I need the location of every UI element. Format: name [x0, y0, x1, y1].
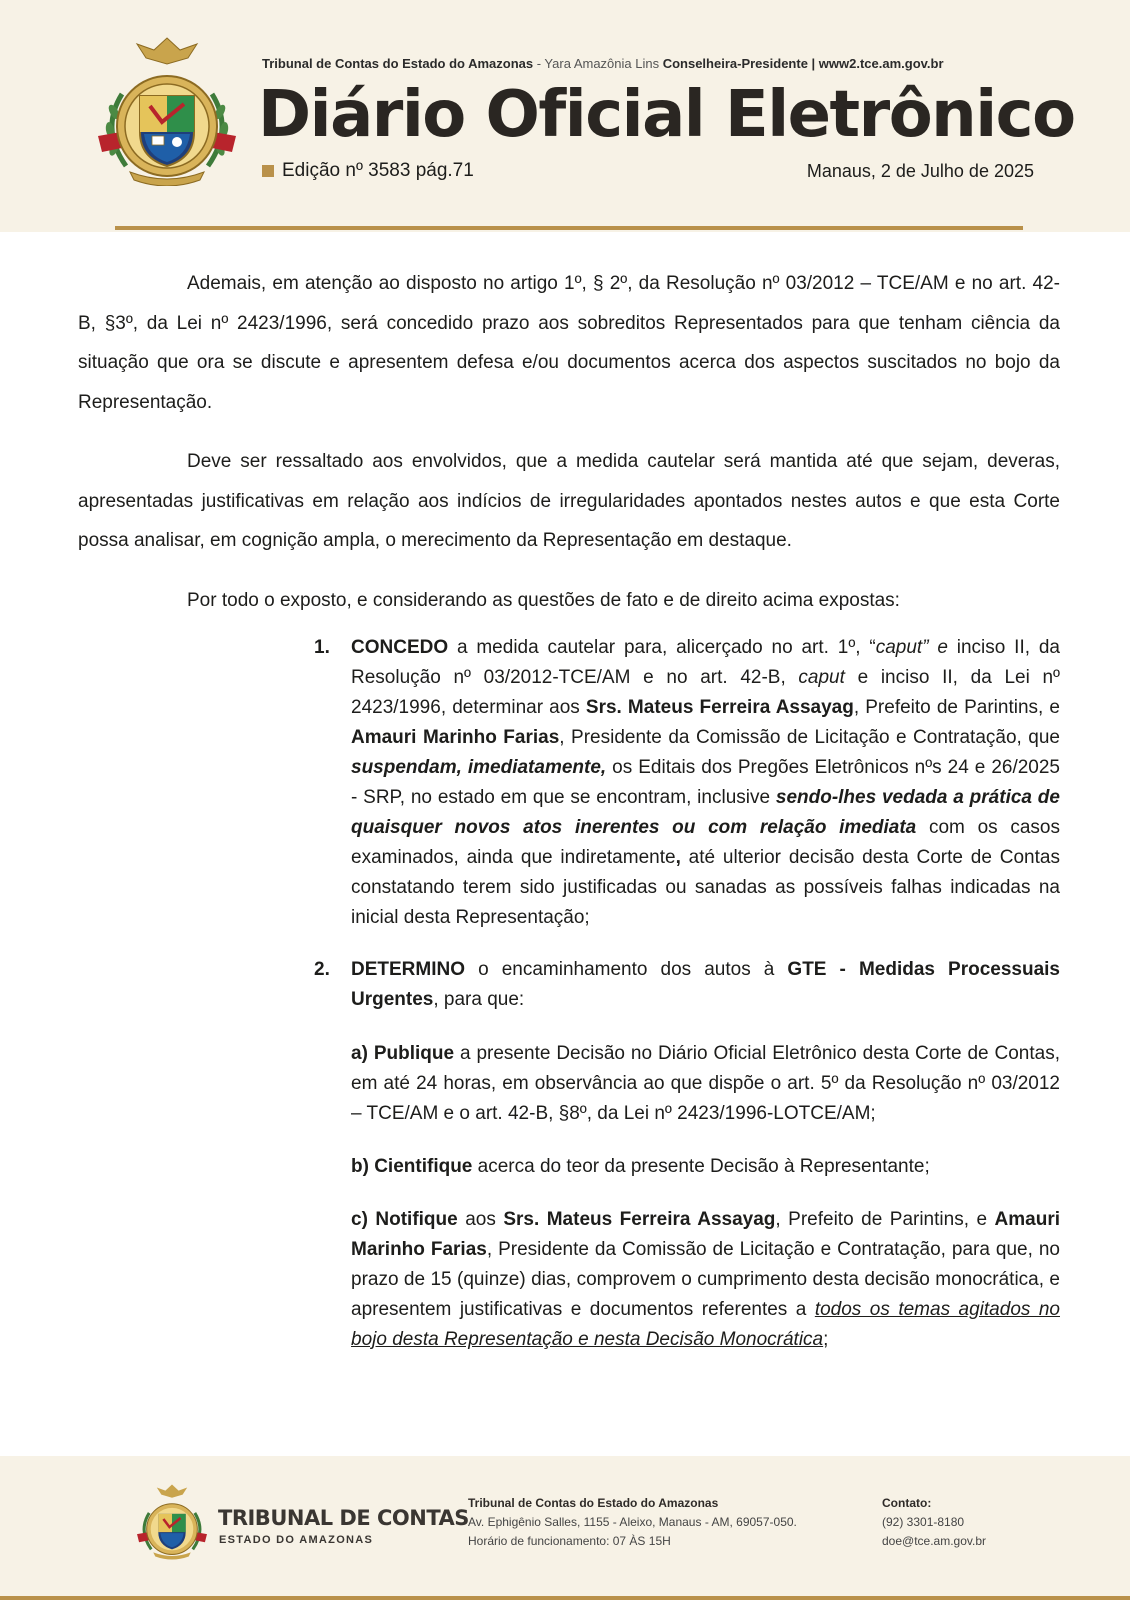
- footer-address-title: Tribunal de Contas do Estado do Amazonas: [468, 1496, 719, 1510]
- keyword-determino: DETERMINO: [351, 959, 465, 980]
- text-segment: ;: [823, 1329, 829, 1350]
- person-name: Amauri Marinho Farias: [351, 1209, 1060, 1260]
- text-segment: com os casos examinados, ainda que indiretamente: [351, 817, 1060, 868]
- text-segment: caput” e: [875, 637, 948, 658]
- footer-contact-block: [882, 1494, 986, 1551]
- footer-hours: Horário de funcionamento: 07 ÀS 15H: [468, 1534, 671, 1548]
- text-segment: a presente Decisão no Diário Oficial Eletrônico desta Corte de Contas, em até 24 horas, em observância ao que dispõe o art. 5º da Resolução nº 03/2012 – TCE/AM e o art. 42-B, §8º, da Lei nº 2423/1996-LOTCE/AM;: [351, 1043, 1060, 1124]
- institution-name: Tribunal de Contas do Estado do Amazonas: [262, 56, 534, 71]
- list-number-1: 1.: [314, 637, 330, 658]
- publication-date: Manaus, 2 de Julho de 2025: [806, 161, 1034, 181]
- text-segment: os Editais dos Pregões Eletrônicos nºs 24 e 26/2025 - SRP, no estado em que se encontram, inclusive: [351, 757, 1060, 808]
- page-content: [0, 232, 1130, 1456]
- page-header: [0, 0, 1130, 232]
- emphasis-text: suspendam, imediatamente,: [351, 757, 607, 778]
- text-segment: , para que:: [433, 989, 525, 1010]
- footer-contact-title: Contato:: [882, 1496, 932, 1510]
- keyword-cientifique: b) Cientifique: [351, 1156, 473, 1177]
- president-role-and-website: Conselheira-Presidente | www2.tce.am.gov.br: [662, 56, 944, 71]
- sub-item-publique: [351, 1039, 1060, 1129]
- paragraph-defense-deadline: Ademais, em atenção ao disposto no artigo 1º, § 2º, da Resolução nº 03/2012 – TCE/AM e no art. 42-B, §3º, da Lei nº 2423/1996, será concedido prazo aos sobreditos Representados para que tenham ciência da situação que ora se discute e apresentem defesa e/ou documentos acerca dos aspectos suscitados no bojo da Representação.: [78, 273, 1060, 413]
- text-segment: até ulterior decisão desta Corte de Contas constatando terem sido justificadas ou sanadas as possíveis falhas indicadas na inicial desta Representação;: [351, 847, 1060, 928]
- text-segment: , Presidente da Comissão de Licitação e Contratação, para que, no prazo de 15 (quinze) dias, comprovem o cumprimento desta decisão monocrática, e apresentem justificativas e documentos referentes a: [351, 1239, 1060, 1320]
- footer-contact-phone: (92) 3301-8180: [882, 1515, 965, 1529]
- keyword-publique: a) Publique: [351, 1043, 455, 1064]
- footer-address-line: Av. Ephigênio Salles, 1155 - Aleixo, Manaus - AM, 69057-050.: [468, 1515, 797, 1529]
- page-footer: [0, 1456, 1130, 1600]
- list-item-determino: [351, 955, 1060, 1015]
- gold-square-icon: [262, 165, 274, 177]
- paragraph-conclusion-intro: Por todo o exposto, e considerando as questões de fato e de direito acima expostas:: [187, 590, 900, 611]
- person-name: Srs. Mateus Ferreira Assayag: [503, 1209, 776, 1230]
- footer-address-block: [468, 1494, 797, 1551]
- tce-seal-logo: [92, 34, 242, 186]
- text-segment: a medida cautelar para, alicerçado no art. 1º, “: [448, 637, 876, 658]
- keyword-notifique: c) Notifique: [351, 1209, 458, 1230]
- person-name: Amauri Marinho Farias: [351, 727, 560, 748]
- publication-title: Diário Oficial Eletrônico: [258, 78, 1075, 152]
- text-segment: , Prefeito de Parintins, e: [775, 1209, 995, 1230]
- list-number-2: 2.: [314, 959, 330, 980]
- text-segment: ,: [675, 847, 681, 868]
- sub-item-notifique: [351, 1205, 1060, 1355]
- text-segment: , Presidente da Comissão de Licitação e Contratação, que: [559, 727, 1060, 748]
- header-divider: [115, 226, 1023, 230]
- text-segment: acerca do teor da presente Decisão à Representante;: [472, 1156, 930, 1177]
- president-name: - Yara Amazônia Lins: [533, 56, 663, 71]
- person-name: Srs. Mateus Ferreira Assayag: [585, 697, 854, 718]
- edition-info: [262, 160, 474, 182]
- list-item-concedo: [351, 633, 1060, 933]
- paragraph-precautionary-measure: Deve ser ressaltado aos envolvidos, que a medida cautelar será mantida até que sejam, deveras, apresentadas justificativas em relação aos indícios de irregularidades apontados nestes autos e que esta Corte possa analisar, em cognição ampla, o merecimento da Representação em destaque.: [78, 451, 1060, 551]
- text-segment: e inciso II, da Lei nº 2423/1996, determinar aos: [351, 667, 1060, 718]
- text-segment: caput: [798, 667, 845, 688]
- footer-contact-email: doe@tce.am.gov.br: [882, 1534, 987, 1548]
- tce-seal-logo-small: [134, 1482, 210, 1560]
- text-segment: aos: [457, 1209, 504, 1230]
- header-institution-line: [262, 56, 944, 71]
- emphasis-text: sendo-lhes vedada a prática de quaisquer novos atos inerentes ou com relação imediata: [351, 787, 1060, 838]
- text-segment: o encaminhamento dos autos à: [465, 959, 788, 980]
- text-segment: inciso II, da Resolução nº 03/2012-TCE/AM e no art. 42-B,: [351, 637, 1060, 688]
- edition-label: Edição nº 3583 pág.71: [282, 160, 474, 181]
- footer-org-name: TRIBUNAL DE CONTAS: [218, 1506, 469, 1530]
- footer-org-subtitle: ESTADO DO AMAZONAS: [219, 1534, 374, 1546]
- department-name: GTE - Medidas Processuais Urgentes: [351, 959, 1060, 1010]
- text-segment: , Prefeito de Parintins, e: [853, 697, 1060, 718]
- sub-item-cientifique: [351, 1152, 1060, 1182]
- keyword-concedo: CONCEDO: [351, 637, 449, 658]
- underlined-text: todos os temas agitados no bojo desta Representação e nesta Decisão Monocrática: [351, 1299, 1060, 1350]
- footer-divider: [0, 1596, 1130, 1600]
